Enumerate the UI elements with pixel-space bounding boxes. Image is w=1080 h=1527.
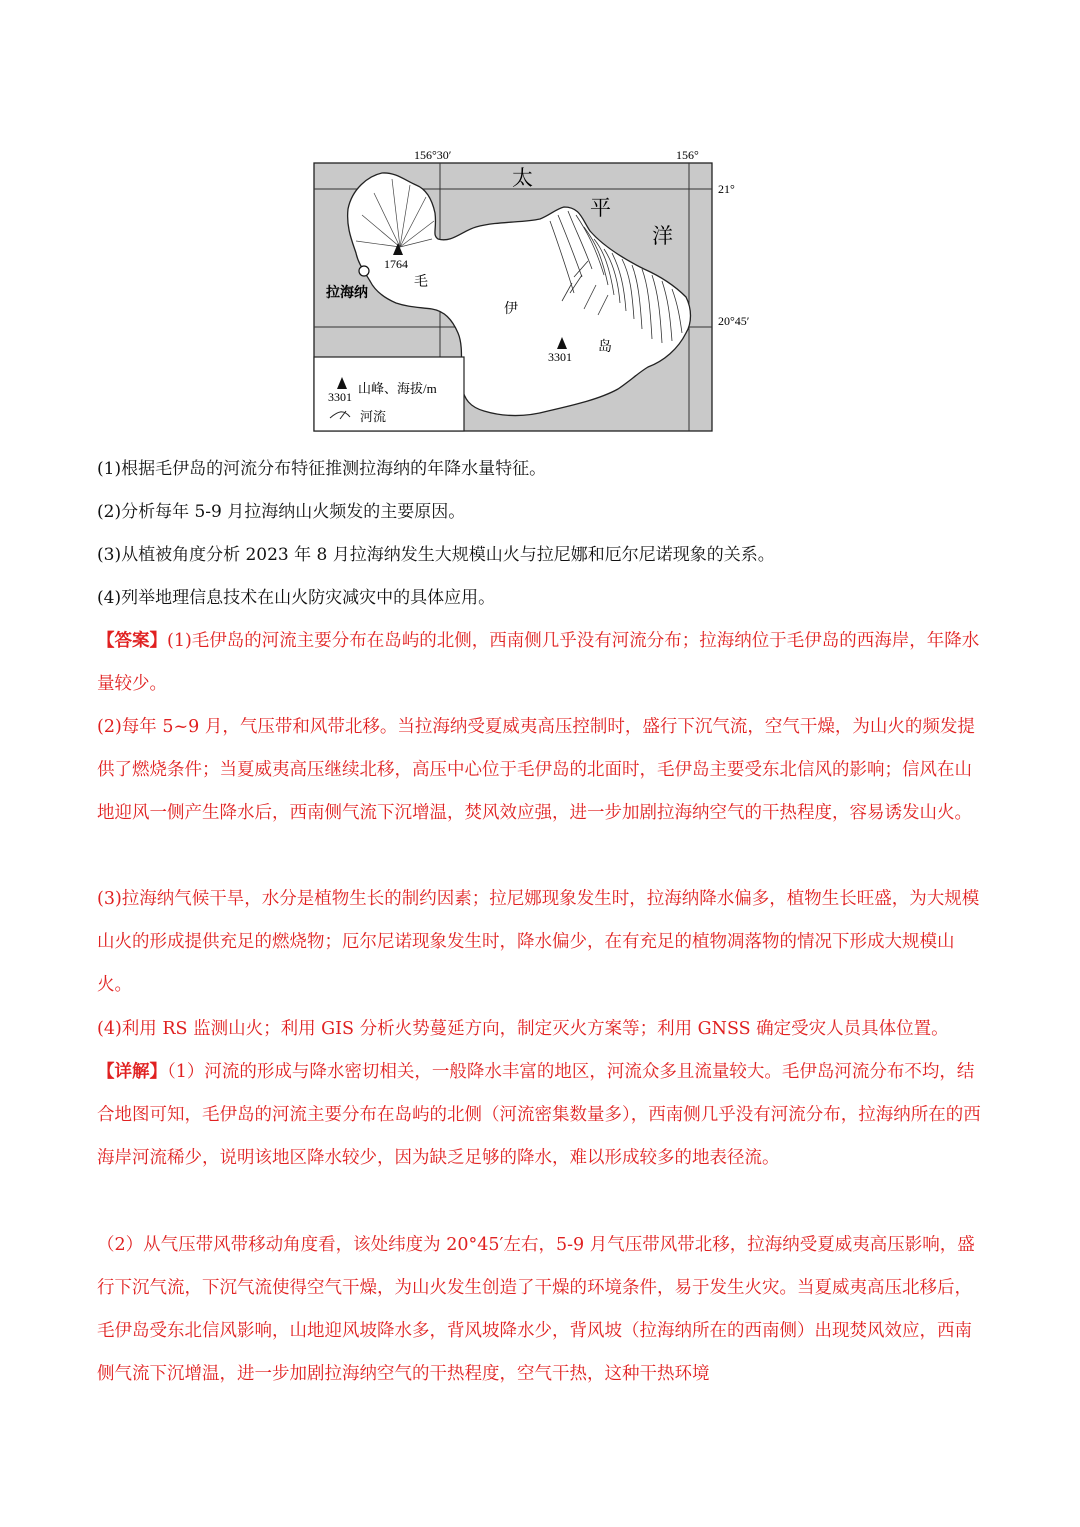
- ocean-char-1: 太: [512, 166, 533, 190]
- island-char-2: 伊: [504, 302, 518, 317]
- ocean-char-3: 洋: [652, 224, 673, 248]
- peak-east-elevation: 3301: [548, 350, 572, 364]
- answer-1: [97, 620, 982, 706]
- legend-peak-sample: 3301: [328, 390, 352, 404]
- question-3: (3)从植被角度分析 2023 年 8 月拉海纳发生大规模山火与拉尼娜和厄尔尼诺现象的关系。: [97, 545, 775, 565]
- lon-label-156: 156°: [676, 148, 699, 162]
- detail-1-text: （1）河流的形成与降水密切相关，一般降水丰富的地区，河流众多且流量较大。毛伊岛河流分布不均，结合地图可知，毛伊岛的河流主要分布在岛屿的北侧（河流密集数量多），西南侧几乎没有河流分布，拉海纳所在的西海岸河流稀少，说明该地区降水较少，因为缺乏足够的降水，难以形成较多的地表径流。: [97, 1062, 981, 1168]
- answer-3: (3)拉海纳气候干旱，水分是植物生长的制约因素；拉尼娜现象发生时，拉海纳降水偏多，植物生长旺盛，为大规模山火的形成提供充足的燃烧物；厄尔尼诺现象发生时，降水偏少，在有充足的植物凋落物的情况下形成大规模山火。: [97, 889, 980, 995]
- lat-label-21: 21°: [718, 182, 735, 196]
- lat-label-20-45: 20°45′: [718, 314, 750, 328]
- island-char-1: 毛: [414, 275, 428, 290]
- lahaina-marker: [359, 266, 369, 276]
- detail-1: [97, 1051, 982, 1180]
- answer-1-text: (1)毛伊岛的河流主要分布在岛屿的北侧，西南侧几乎没有河流分布；拉海纳位于毛伊岛的西海岸，年降水量较少。: [97, 631, 980, 694]
- lon-label-156-30: 156°30′: [414, 148, 452, 162]
- detail-tag: 【详解】: [97, 1062, 167, 1082]
- island-char-3: 岛: [598, 340, 612, 355]
- question-4: (4)列举地理信息技术在山火防灾减灾中的具体应用。: [97, 588, 496, 608]
- question-1: (1)根据毛伊岛的河流分布特征推测拉海纳的年降水量特征。: [97, 459, 547, 479]
- question-2: (2)分析每年 5-9 月拉海纳山火频发的主要原因。: [97, 502, 466, 522]
- answer-tag: 【答案】: [97, 631, 167, 651]
- answer-4: (4)利用 RS 监测山火；利用 GIS 分析火势蔓延方向，制定灭火方案等；利用 GNSS 确定受灾人员具体位置。: [97, 1019, 949, 1039]
- detail-2: （2）从气压带风带移动角度看，该处纬度为 20°45′左右，5-9 月气压带风带北移，拉海纳受夏威夷高压影响，盛行下沉气流，下沉气流使得空气干燥，为山火发生创造了干燥的环境条件，易于发生火灾。当夏威夷高压北移后，毛伊岛受东北信风影响，山地迎风坡降水多，背风坡降水少，背风坡（拉海纳所在的西南侧）出现焚风效应，西南侧气流下沉增温，进一步加剧拉海纳空气的干热程度，空气干热，这种干热环境: [97, 1235, 975, 1384]
- answer-2: (2)每年 5~9 月，气压带和风带北移。当拉海纳受夏威夷高压控制时，盛行下沉气流，空气干燥，为山火的频发提供了燃烧条件；当夏威夷高压继续北移，高压中心位于毛伊岛的北面时，毛伊岛主要受东北信风的影响；信风在山地迎风一侧产生降水后，西南侧气流下沉增温，焚风效应强，进一步加剧拉海纳空气的干热程度，容易诱发山火。: [97, 717, 975, 823]
- town-label: 拉海纳: [326, 286, 368, 301]
- peak-west-elevation: 1764: [384, 257, 408, 271]
- legend-river-label: 河流: [360, 409, 387, 424]
- legend-peak-label: 山峰、海拔/m: [358, 381, 437, 396]
- ocean-char-2: 平: [590, 196, 611, 220]
- maui-map: [312, 143, 782, 435]
